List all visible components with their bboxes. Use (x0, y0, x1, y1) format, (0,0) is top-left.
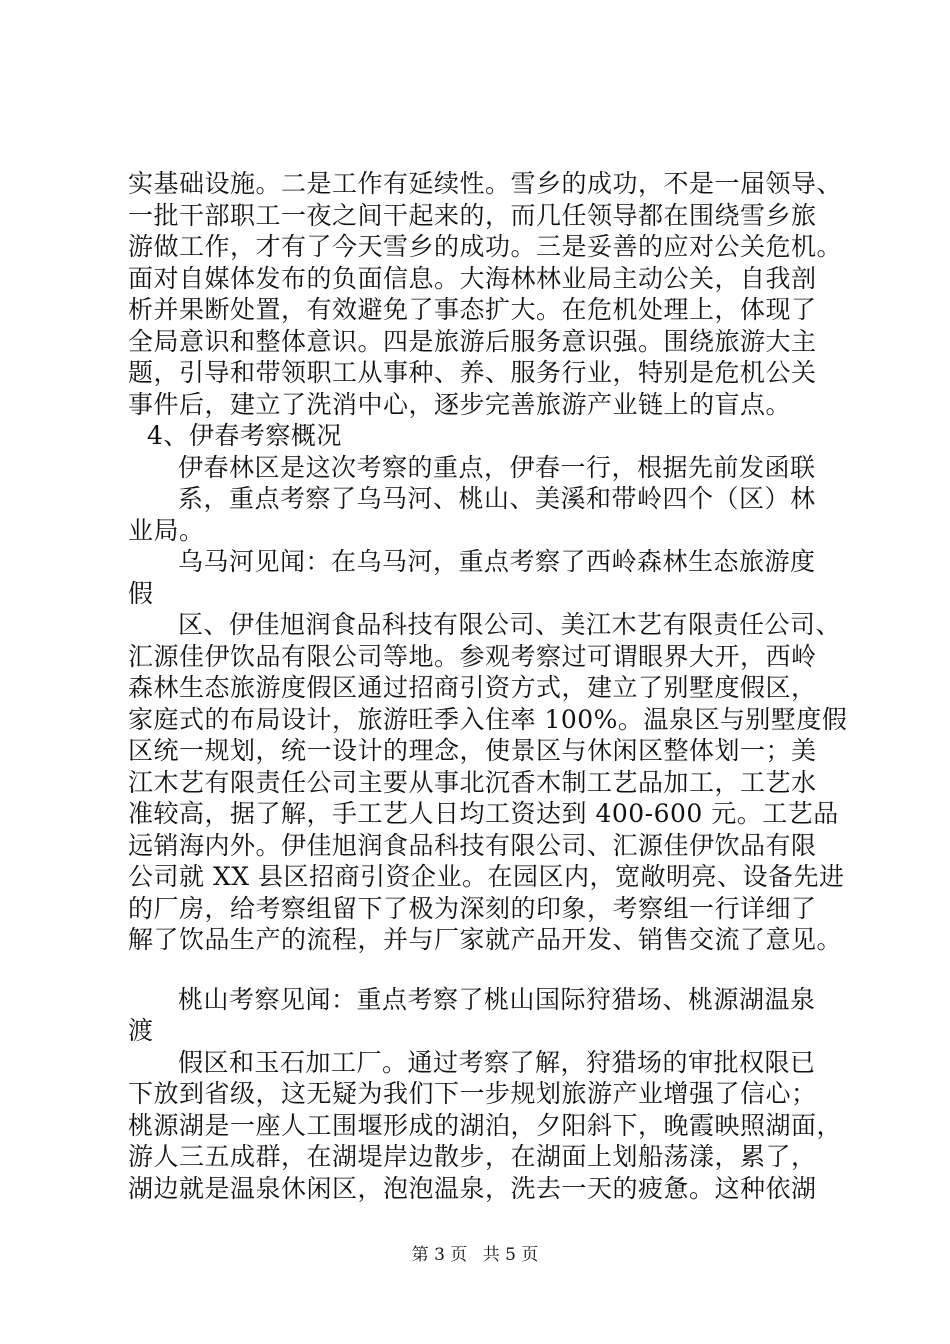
text-line: 公司就 XX 县区招商引资企业。在园区内，宽敞明亮、设备先进 (128, 862, 845, 891)
text-line: 面对自媒体发布的负面信息。大海林林业局主动公关，自我剖 (128, 263, 817, 293)
text-line: 伊春林区是这次考察的重点，伊春一行，根据先前发函联 (178, 452, 816, 482)
text-line: 家庭式的布局设计，旅游旺季入住率 100%。温泉区与别墅度假 (128, 704, 848, 734)
text-line: 业局。 (128, 515, 205, 545)
text-line: 游做工作，才有了今天雪乡的成功。三是妥善的应对公关危机。 (128, 232, 843, 261)
text-line: 假 (128, 578, 154, 608)
text-line: 渡 (128, 1016, 154, 1045)
text-line: 事件后，建立了洗消中心，逐步完善旅游产业链上的盲点。 (128, 389, 792, 419)
text-line: 系，重点考察了乌马河、桃山、美溪和带岭四个（区）林 (178, 484, 816, 513)
text-line: 汇源佳伊饮品有限公司等地。参观考察过可谓眼界大开，西岭 (128, 641, 817, 671)
text-line: 桃源湖是一座人工围堰形成的湖泊，夕阳斜下，晚霞映照湖面， (128, 1110, 843, 1140)
text-line: 全局意识和整体意识。四是旅游后服务意识强。围绕旅游大主 (128, 326, 817, 356)
text-line: 江木艺有限责任公司主要从事北沉香木制工艺品加工，工艺水 (128, 767, 817, 797)
page-total: 共 5 页 (482, 1245, 539, 1265)
text-line: 实基础设施。二是工作有延续性。雪乡的成功，不是一届领导、 (128, 169, 843, 198)
text-line: 题，引导和带领职工从事种、养、服务行业，特别是危机公关 (128, 358, 817, 387)
text-line: 桃山考察见闻：重点考察了桃山国际狩猎场、桃源湖温泉 (178, 984, 816, 1014)
text-line: 析并果断处置，有效避免了事态扩大。在危机处理上，体现了 (128, 295, 817, 324)
text-line: 区统一规划，统一设计的理念，使景区与休闲区整体划一；美 (128, 736, 817, 765)
body-text (128, 168, 848, 1204)
text-line: 区、伊佳旭润食品科技有限公司、美江木艺有限责任公司、 (178, 610, 842, 639)
page-footer (0, 1244, 950, 1266)
text-line: 森林生态旅游度假区通过招商引资方式，建立了别墅度假区， (128, 673, 817, 702)
text-line: 解了饮品生产的流程，并与厂家就产品开发、销售交流了意见。 (128, 925, 843, 954)
text-line: 远销海内外。伊佳旭润食品科技有限公司、汇源佳伊饮品有限 (128, 830, 817, 860)
text-line: 一批干部职工一夜之间干起来的，而几任领导都在围绕雪乡旅 (128, 200, 817, 230)
text-line: 乌马河见闻：在乌马河，重点考察了西岭森林生态旅游度 (178, 547, 816, 576)
text-line: 的厂房，给考察组留下了极为深刻的印象，考察组一行详细了 (128, 893, 817, 923)
text-line: 游人三五成群，在湖堤岸边散步，在湖面上划船荡漾，累了， (128, 1142, 817, 1171)
text-line: 假区和玉石加工厂。通过考察了解，狩猎场的审批权限已 (178, 1047, 816, 1077)
section-heading: 4、伊春考察概况 (147, 421, 342, 450)
page-number: 第 3 页 (411, 1245, 468, 1265)
text-line: 准较高，据了解，手工艺人日均工资达到 400-600 元。工艺品 (128, 799, 839, 828)
text-line: 下放到省级，这无疑为我们下一步规划旅游产业增强了信心； (128, 1079, 817, 1108)
text-line: 湖边就是温泉休闲区，泡泡温泉，洗去一天的疲惫。这种依湖 (128, 1173, 817, 1203)
paragraph-gap (128, 956, 828, 984)
